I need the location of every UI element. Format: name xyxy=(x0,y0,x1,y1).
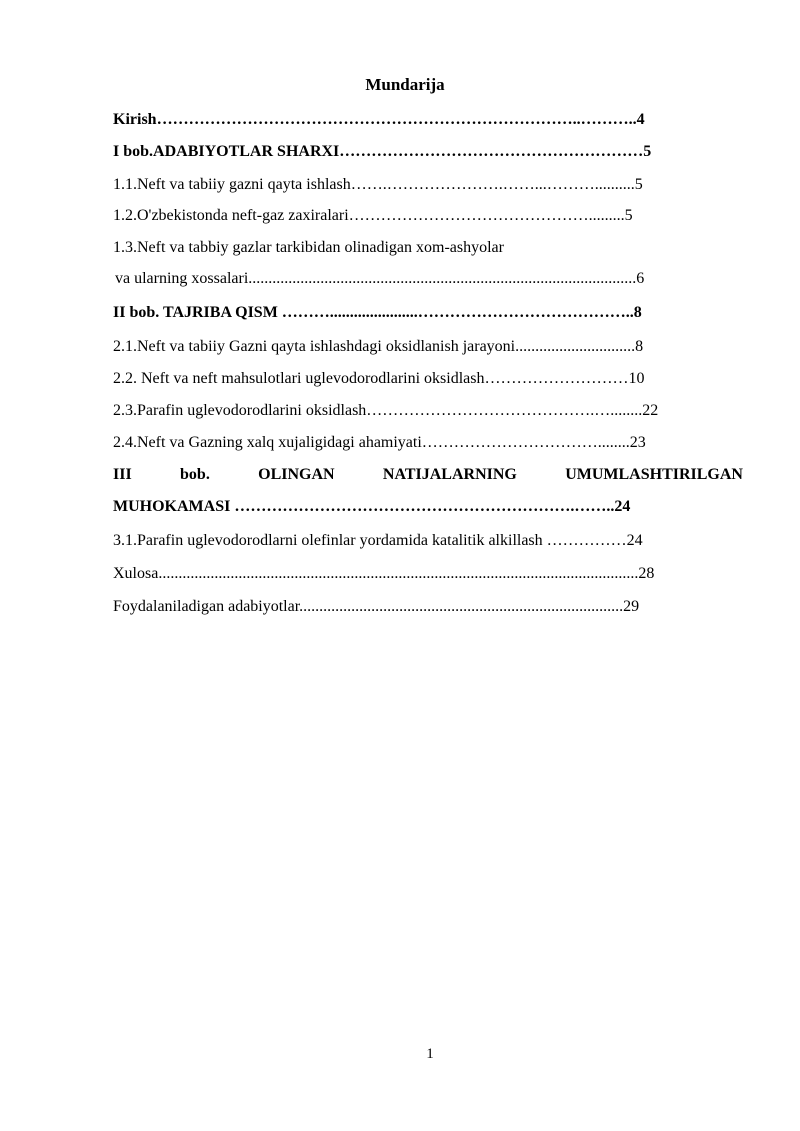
toc-entry-bibliography: Foydalaniladigan adabiyotlar.................................................................................29 xyxy=(113,598,640,615)
toc-entry-chapter-1: I bob.ADABIYOTLAR SHARXI…………………………………………………5 xyxy=(113,143,652,160)
page-number: 1 xyxy=(426,1046,434,1062)
toc-entry-1-3-continued: va ularning xossalari.................................................................................................6 xyxy=(115,270,645,287)
toc-title: Mundarija xyxy=(365,75,445,94)
toc-entry-2-1: 2.1.Neft va tabiiy Gazni qayta ishlashdagi oksidlanish jarayoni..............................8 xyxy=(113,338,644,355)
toc-entry-2-4: 2.4.Neft va Gazning xalq xujaligidagi ahamiyati……………………………........23 xyxy=(113,434,646,451)
toc-entry-kirish: Kirish……………………………………………………………………..………..4 xyxy=(113,111,645,128)
toc-entry-chapter-3 xyxy=(113,464,743,486)
toc-entry-xulosa: Xulosa........................................................................................................................28 xyxy=(113,565,655,582)
toc-word: III xyxy=(113,466,132,483)
toc-word: bob. xyxy=(180,466,210,483)
toc-entry-3-1: 3.1.Parafin uglevodorodlarni olefinlar yordamida katalitik alkillash ……………24 xyxy=(113,532,643,549)
toc-entry-2-2: 2.2. Neft va neft mahsulotlari uglevodorodlarini oksidlash………………………10 xyxy=(113,370,645,387)
toc-entry-chapter-2: II bob. TAJRIBA QISM ………......................…………………………………..8 xyxy=(113,304,642,321)
toc-word: OLINGAN xyxy=(258,466,335,483)
toc-word: NATIJALARNING xyxy=(382,466,517,483)
toc-word: UMUMLASHTIRILGAN xyxy=(565,466,743,483)
toc-entry-1-3: 1.3.Neft va tabbiy gazlar tarkibidan olinadigan xom-ashyolar xyxy=(113,239,504,256)
toc-entry-1-1: 1.1.Neft va tabiiy gazni qayta ishlash…….………………….……...………..........5 xyxy=(113,176,643,193)
toc-entry-chapter-3-continued: MUHOKAMASI ……………………………………………………….……..24 xyxy=(113,498,631,515)
toc-entry-1-2: 1.2.O'zbekistonda neft-gaz zaxiralari……………………………………….........5 xyxy=(113,207,633,224)
toc-entry-2-3: 2.3.Parafin uglevodorodlarini oksidlash…………………………………….…........22 xyxy=(113,402,659,419)
